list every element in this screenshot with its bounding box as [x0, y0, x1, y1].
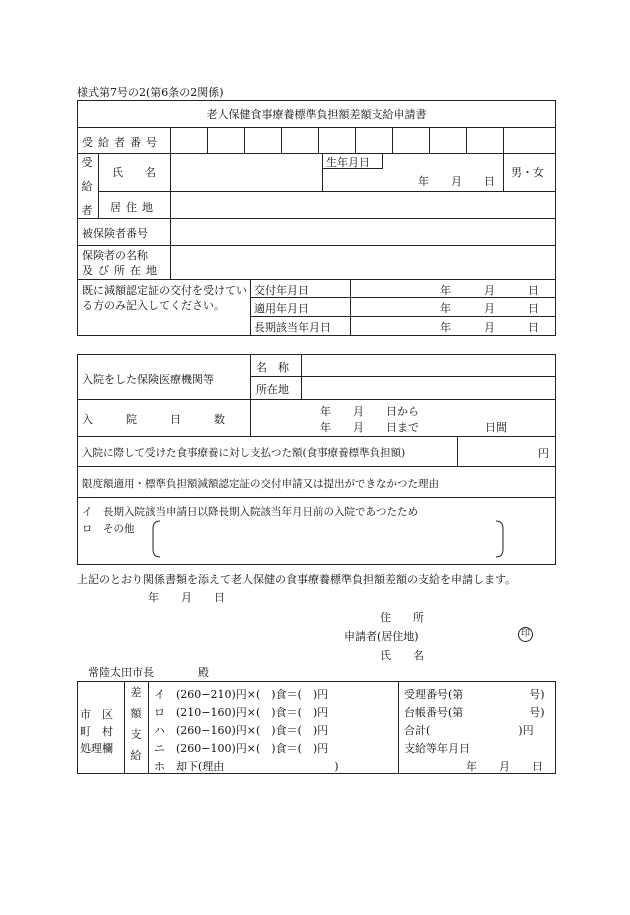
ledger-number: 台帳番号(第 号) [404, 706, 545, 719]
office-label-line1: 市 区 [80, 708, 113, 721]
office-item: ロ (210−160)円×( )食＝( )円 [154, 706, 329, 719]
office-item: イ (260−210)円×( )食＝( )円 [154, 688, 329, 701]
payment-label: 入院に際して受けた食事療養に対し支払つた額(食事療養標準負担額) [82, 447, 406, 459]
reason-bracket [150, 519, 506, 559]
birth-date-value: 年 月 日 [418, 175, 495, 188]
reason-option-i: イ 長期入院該当申請日以降長期入院該当年月日前の入院であつたため [82, 506, 418, 518]
form-number: 様式第7号の2(第6条の2関係) [77, 86, 224, 99]
payment-date-label: 支給等年月日 [404, 742, 470, 755]
application-date: 年 月 日 [148, 591, 225, 604]
office-label-line2: 町 村 [80, 725, 113, 738]
long-term-date-value: 年 月 日 [440, 321, 539, 334]
applicant-name-label: 氏 名 [380, 649, 424, 662]
difference-payment-label: 差額支給 [130, 686, 142, 762]
birth-date-label: 生年月日 [326, 156, 370, 169]
hospital-label: 入院をした保険医療機関等 [82, 373, 214, 386]
hospital-name-label: 名 称 [256, 361, 289, 374]
seal-mark: 印 [518, 627, 533, 642]
payment-date-value: 年 月 日 [466, 760, 543, 773]
recipient-number-label: 受給者番号 [82, 136, 162, 149]
apply-date-value: 年 月 日 [440, 302, 539, 315]
reason-label: 限度額適用・標準負担額減額認定証の交付申請又は提出ができなかつた理由 [82, 478, 439, 490]
reason-option-ro: ロ その他 [82, 523, 135, 535]
admission-days-label: 入 院 日 数 [82, 413, 225, 426]
long-term-date-label: 長期該当年月日 [254, 321, 331, 334]
total-amount: 合計( )円 [404, 724, 534, 737]
address-label: 居住地 [110, 201, 158, 214]
insured-number-label: 被保険者番号 [82, 227, 148, 240]
declaration-text: 上記のとおり関係書類を添えて老人保健の食事療養標準負担額差額の支給を申請します。 [77, 573, 517, 586]
applicant-label: 申請者(居住地) [344, 630, 419, 643]
office-item: ハ (260−160)円×( )食＝( )円 [154, 724, 329, 737]
applicant-address-label: 住 所 [380, 611, 424, 624]
office-item: ホ 却下(理由 ) [154, 760, 339, 773]
admission-days-unit: 日間 [485, 421, 507, 434]
form-title: 老人保健食事療養標準負担額差額支給申請書 [206, 108, 427, 121]
issue-date-label: 交付年月日 [254, 284, 309, 297]
recipient-group-label: 受給者 [81, 156, 93, 217]
insurer-label-line2: 及び所在地 [82, 264, 162, 277]
certificate-note: 既に減額認定証の交付を受けている方のみ記入してください。 [82, 284, 247, 312]
apply-date-label: 適用年月日 [254, 302, 309, 315]
office-item: ニ (260−100)円×( )食＝( )円 [154, 742, 329, 755]
receipt-number: 受理番号(第 号) [404, 688, 545, 701]
admission-from: 年 月 日から [320, 405, 419, 418]
issue-date-value: 年 月 日 [440, 284, 539, 297]
addressee: 常陸太田市長 殿 [88, 666, 209, 679]
payment-unit: 円 [538, 447, 549, 460]
hospital-address-label: 所在地 [256, 383, 289, 396]
admission-to: 年 月 日まで [320, 421, 419, 434]
office-label-line3: 処理欄 [80, 742, 113, 755]
insurer-label-line1: 保険者の名称 [82, 249, 148, 262]
sex-field: 男・女 [511, 166, 544, 179]
name-label: 氏 名 [112, 166, 156, 179]
